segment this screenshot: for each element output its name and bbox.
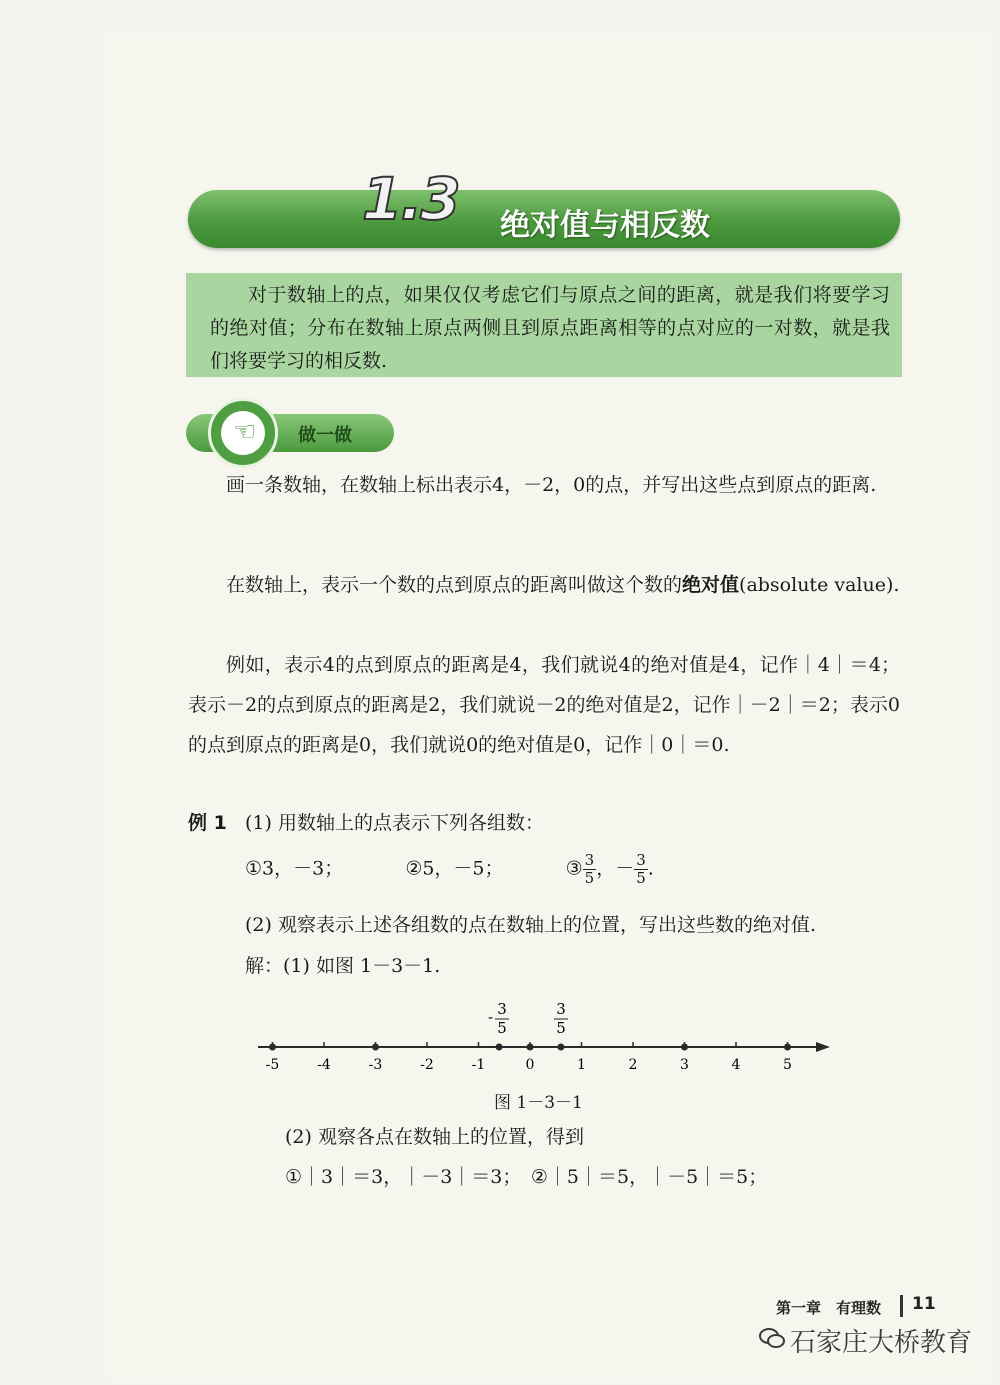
figure-caption: 图 1－3－1 [494,1093,583,1113]
tick-label: 2 [628,1057,638,1073]
svg-text:5: 5 [556,1019,566,1037]
svg-text:5: 5 [497,1019,507,1037]
label-neg-three-fifths [488,1000,509,1037]
svg-text:3: 3 [497,1000,507,1018]
examples-paragraph: 例如，表示4的点到原点的距离是4，我们就说4的绝对值是4，记作｜4｜＝4；表示－2的点到原点的距离是2，我们就说－2的绝对值是2，记作｜－2｜＝2；表示0的点到原点的距离是0，我们就说0的绝对值是0，记作｜0｜＝0. [188,654,900,756]
intro-text: 对于数轴上的点，如果仅仅考虑它们与原点之间的距离，就是我们将要学习的绝对值；分布在数轴上原点两侧且到原点距离相等的点对应的一对数，就是我们将要学习的相反数. [210,284,890,372]
number-line-figure [250,1000,840,1080]
footer-divider [900,1295,903,1317]
tick-label: 4 [731,1057,741,1073]
number-line-point [527,1044,534,1051]
definition-term: 绝对值 [682,574,740,596]
fraction: $\frac{3}{5}$ [636,851,646,887]
watermark-text: 石家庄大桥教育 [790,1328,973,1358]
svg-text:-: - [488,1008,494,1026]
tick-label: -3 [368,1057,383,1073]
definition-paragraph [188,565,900,605]
label-pos-three-fifths [554,1000,568,1037]
number-line-arrow [816,1042,830,1052]
hand-icon: ☜ [233,417,257,447]
number-line-point [681,1044,688,1051]
item-3-comma: ，－ [596,857,635,880]
number-line-point [269,1044,276,1051]
chapter-label: 第一章 有理数 [776,1299,882,1317]
example-label: 例 1 [188,812,227,834]
task-text: 画一条数轴，在数轴上标出表示4，－2，0的点，并写出这些点到原点的距离. [226,474,877,496]
activity-label: 做一做 [298,425,352,446]
result-text: ①｜3｜＝3，｜－3｜＝3； ②｜5｜＝5，｜－5｜＝5； [285,1166,768,1188]
observation-text: (2) 观察各点在数轴上的位置，得到 [285,1126,584,1148]
definition-before: 在数轴上，表示一个数的点到原点的距离叫做这个数的 [226,574,683,596]
tick-label: 3 [680,1057,689,1073]
section-number: 1.3 [362,165,459,233]
section-title: 绝对值与相反数 [500,208,710,243]
activity-pointer [232,456,248,464]
page-number: 11 [912,1294,936,1314]
intro-box [186,273,902,377]
tick-label: 0 [525,1057,535,1073]
svg-text:3: 3 [556,1000,566,1018]
definition-after: (absolute value). [739,574,900,596]
tick-label: 5 [783,1057,792,1073]
tick-label: 1 [577,1057,586,1073]
solution-line: 解：(1) 如图 1－3－1. [245,955,441,977]
tick-label: -5 [265,1057,280,1073]
example-items [245,852,654,887]
number-line-point [557,1044,564,1051]
item-3-period: . [647,857,654,880]
example-question-1: (1) 用数轴上的点表示下列各组数： [245,812,544,834]
wechat-icon [758,1326,786,1350]
tick-label: -1 [471,1057,486,1073]
number-line-point [372,1044,379,1051]
item-3-prefix: ③ [565,857,583,880]
item-1: ①3，－3； [245,857,344,880]
tick-label: -2 [420,1057,434,1073]
example-question-2: (2) 观察表示上述各组数的点在数轴上的位置，写出这些数的绝对值. [245,914,816,936]
number-line-point [784,1044,791,1051]
tick-label: -4 [317,1057,331,1073]
item-2: ②5，－5； [405,857,504,880]
fraction: $\frac{3}{5}$ [584,851,595,887]
number-line-point [496,1044,503,1051]
